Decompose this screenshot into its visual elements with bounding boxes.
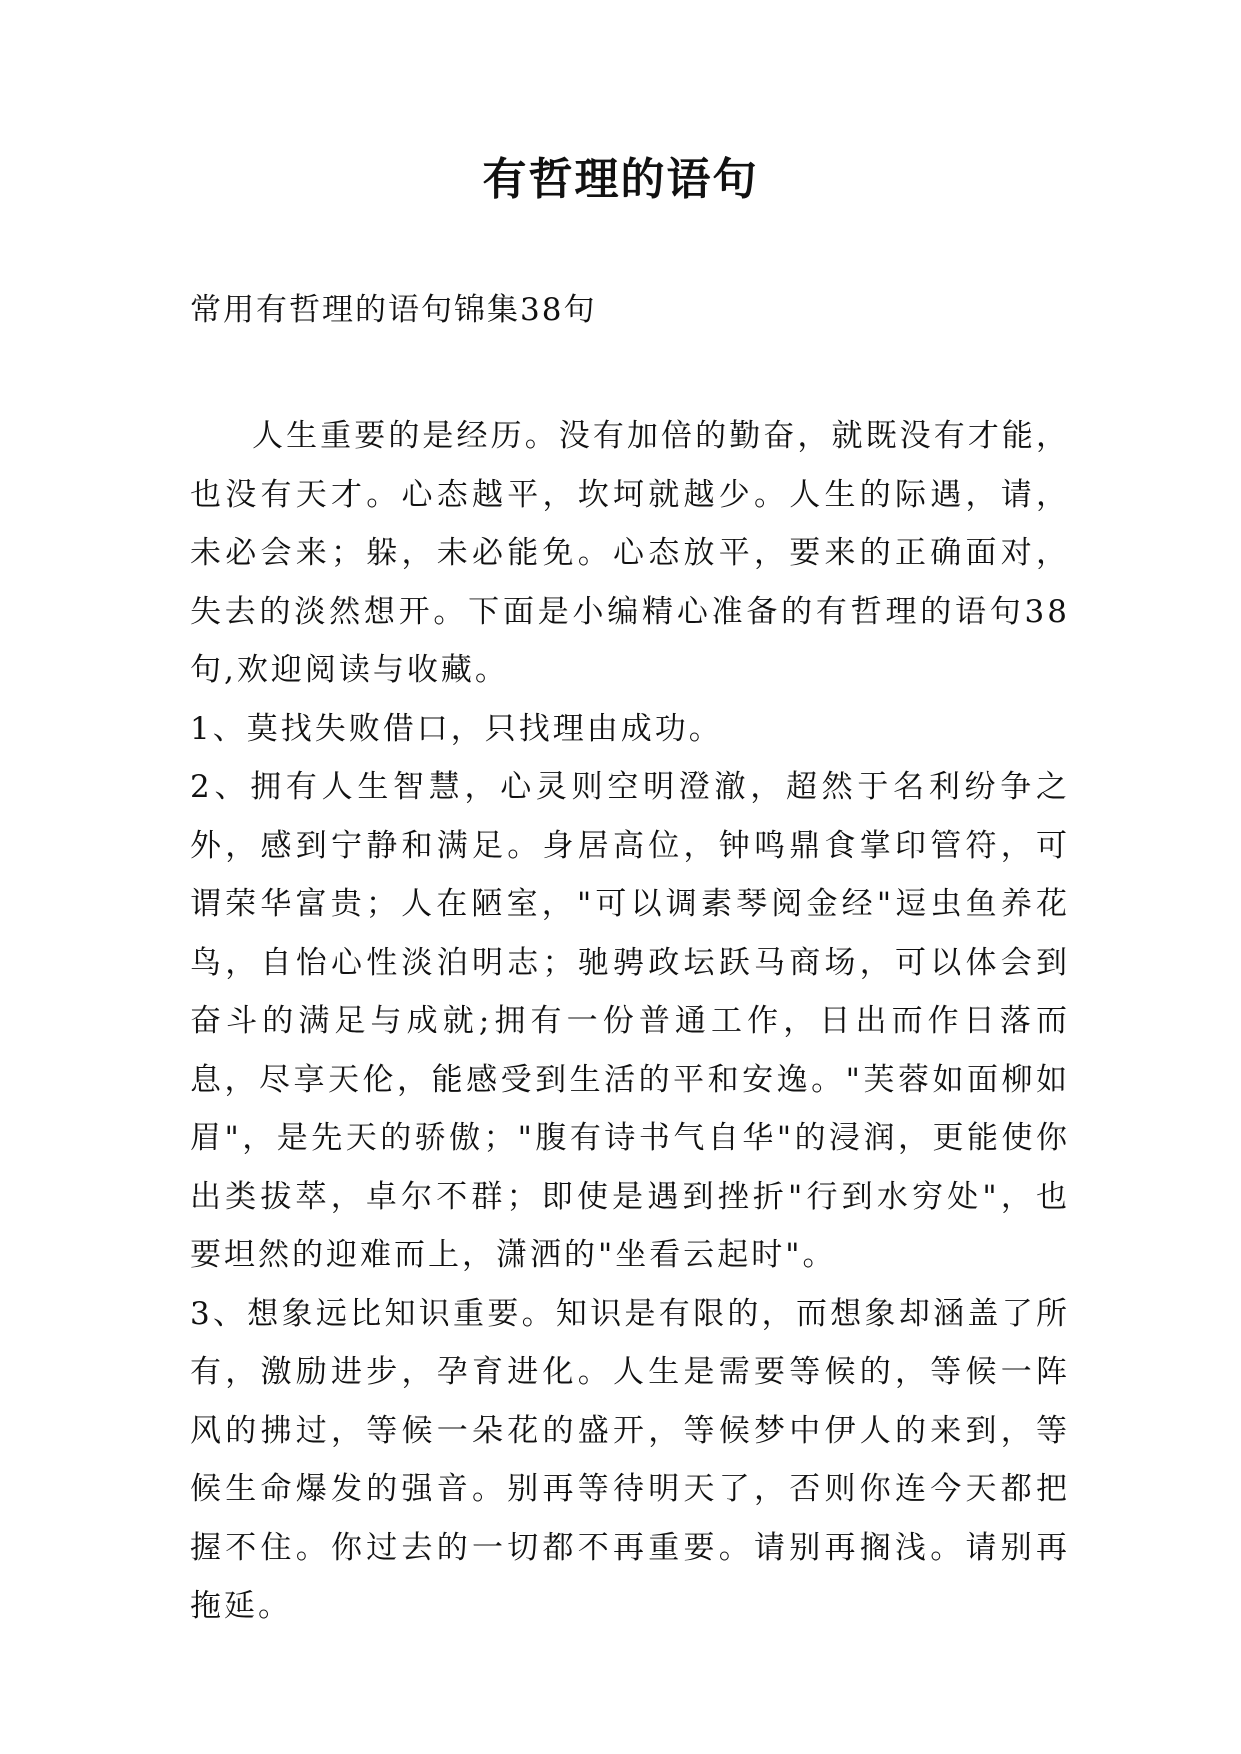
list-item: 3、想象远比知识重要。知识是有限的，而想象却涵盖了所有，激励进步，孕育进化。人生是需要等候的，等候一阵风的拂过，等候一朵花的盛开，等候梦中伊人的来到，等候生命爆发的强音。别再等待明天了，否则你连今天都把握不住。你过去的一切都不再重要。请别再搁浅。请别再拖延。 — [190, 1295, 1070, 1624]
document-body — [190, 407, 1070, 1636]
document-title: 有哲理的语句 — [482, 154, 759, 205]
list-item: 2、拥有人生智慧，心灵则空明澄澈，超然于名利纷争之外，感到宁静和满足。身居高位，钟鸣鼎食掌印管符，可谓荣华富贵；人在陋室，"可以调素琴阅金经"逗虫鱼养花鸟，自怡心性淡泊明志；驰骋政坛跃马商场，可以体会到奋斗的满足与成就;拥有一份普通工作，日出而作日落而息，尽享天伦，能感受到生活的平和安逸。"芙蓉如面柳如眉"，是先天的骄傲；"腹有诗书气自华"的浸润，更能使你出类拔萃，卓尔不群；即使是遇到挫折"行到水穷处"，也要坦然的迎难而上，潇洒的"坐看云起时"。 — [190, 769, 1070, 1273]
document-subtitle: 常用有哲理的语句锦集38句 — [190, 292, 597, 328]
intro-paragraph: 人生重要的是经历。没有加倍的勤奋，就既没有才能，也没有天才。心态越平，坎坷就越少。人生的际遇，请，未必会来；躲，未必能免。心态放平，要来的正确面对，失去的淡然想开。下面是小编精心准备的有哲理的语句38句,欢迎阅读与收藏。 — [190, 418, 1070, 688]
list-item: 1、莫找失败借口，只找理由成功。 — [190, 710, 723, 747]
